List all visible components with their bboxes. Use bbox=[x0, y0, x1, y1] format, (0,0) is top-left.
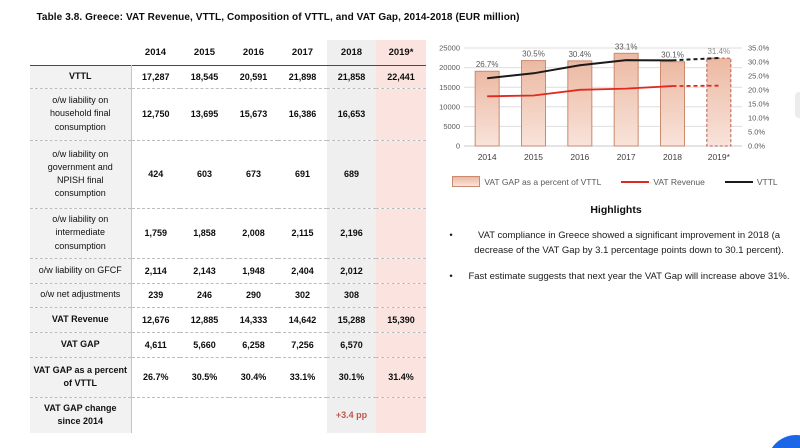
table-cell: 16,386 bbox=[288, 109, 317, 119]
table-cell bbox=[376, 397, 426, 433]
legend-item bbox=[621, 177, 705, 187]
x-axis-label: 2015 bbox=[524, 152, 543, 162]
bar-data-label: 30.5% bbox=[522, 49, 545, 59]
vat-gap-bar bbox=[568, 61, 592, 146]
table-cell: 16,653 bbox=[327, 88, 376, 140]
table-row bbox=[30, 307, 426, 332]
table-cell: 15,390 bbox=[376, 307, 426, 332]
row-label: o/w liability on household final consumption bbox=[30, 88, 131, 140]
vat-gap-bar bbox=[707, 58, 731, 146]
table-cell: 21,898 bbox=[288, 71, 317, 82]
legend-item bbox=[725, 177, 778, 187]
table-cell bbox=[131, 397, 180, 433]
right-axis-tick: 5.0% bbox=[748, 127, 766, 137]
left-axis-tick: 15000 bbox=[439, 82, 460, 92]
table-cell: 290 bbox=[245, 290, 262, 300]
right-axis-tick: 10.0% bbox=[748, 113, 770, 123]
table-cell: 1,948 bbox=[242, 265, 265, 276]
right-axis-tick: 30.0% bbox=[748, 57, 770, 67]
year-column-header: 2017 bbox=[278, 40, 327, 65]
vat-data-table bbox=[30, 40, 426, 433]
highlight-text: Fast estimate suggests that next year the VAT Gap will increase above 31%. bbox=[468, 271, 790, 283]
table-row bbox=[30, 332, 426, 357]
table-cell: 7,256 bbox=[291, 339, 314, 350]
table-cell: 2,404 bbox=[291, 265, 314, 276]
table-cell: 31.4% bbox=[376, 357, 426, 397]
corner-header-cell bbox=[30, 40, 131, 65]
table-cell: 1,858 bbox=[193, 228, 216, 238]
table-body bbox=[30, 65, 426, 433]
table-row bbox=[30, 65, 426, 88]
year-column-header: 2014 bbox=[131, 40, 180, 65]
year-column-header: 2016 bbox=[229, 40, 278, 65]
right-axis-tick: 35.0% bbox=[748, 43, 770, 53]
table-cell: 30.4% bbox=[240, 372, 267, 382]
table-cell: 14,642 bbox=[288, 314, 317, 325]
x-axis-label: 2017 bbox=[616, 152, 636, 162]
table-cell: 6,258 bbox=[242, 339, 265, 350]
table-cell: 18,545 bbox=[190, 71, 219, 82]
table-cell bbox=[376, 208, 426, 258]
table-cell: 21,858 bbox=[327, 65, 376, 88]
bar-data-label: 31.4% bbox=[707, 47, 731, 57]
right-axis-tick: 20.0% bbox=[748, 85, 770, 95]
table-cell: +3.4 pp bbox=[327, 397, 376, 433]
table-cell: 26.7% bbox=[142, 372, 169, 382]
table-cell bbox=[278, 397, 327, 433]
chart-legend bbox=[434, 176, 796, 187]
x-axis-label: 2014 bbox=[477, 152, 497, 162]
table-cell bbox=[229, 397, 278, 433]
table-cell: 5,660 bbox=[193, 339, 216, 350]
row-label: VAT GAP as a percent of VTTL bbox=[30, 357, 131, 397]
table-cell bbox=[376, 283, 426, 307]
year-column-header: 2018 bbox=[327, 40, 376, 65]
table-cell: 17,287 bbox=[141, 71, 170, 82]
year-column-header: 2019* bbox=[376, 40, 426, 65]
table-cell: 308 bbox=[327, 283, 376, 307]
table-cell: 424 bbox=[148, 169, 164, 179]
table-cell: 20,591 bbox=[239, 71, 268, 82]
highlight-text: VAT compliance in Greece showed a significant improvement in 2018 (a decrease of the VAT Gap by 3.1 percentage points down to 30.1 percent). bbox=[474, 230, 784, 257]
table-cell: 302 bbox=[294, 290, 311, 300]
table-cell: 2,114 bbox=[144, 265, 167, 276]
legend-item bbox=[452, 176, 601, 187]
table-cell: 30.5% bbox=[191, 372, 218, 382]
table-cell: 2,143 bbox=[193, 265, 216, 276]
table-row bbox=[30, 258, 426, 283]
table-cell: 30.1% bbox=[327, 357, 376, 397]
table-cell: 33.1% bbox=[289, 372, 316, 382]
table-cell: 13,695 bbox=[190, 109, 219, 119]
x-axis-label: 2019* bbox=[707, 152, 730, 162]
x-axis-label: 2016 bbox=[570, 152, 590, 162]
table-cell: 1,759 bbox=[144, 228, 168, 238]
row-label: VAT Revenue bbox=[30, 307, 131, 332]
table-cell: 2,115 bbox=[291, 228, 314, 238]
row-label: o/w liability on government and NPISH final consumption bbox=[30, 140, 131, 208]
table-cell: 2,012 bbox=[327, 258, 376, 283]
chart-canvas bbox=[434, 38, 796, 174]
left-axis-tick: 10000 bbox=[439, 102, 460, 112]
table-cell: 246 bbox=[196, 290, 213, 300]
table-cell bbox=[376, 88, 426, 140]
table-row bbox=[30, 357, 426, 397]
table-cell: 15,288 bbox=[327, 307, 376, 332]
table-row bbox=[30, 140, 426, 208]
scrollbar-thumb[interactable] bbox=[795, 92, 800, 118]
right-axis-tick: 0.0% bbox=[748, 141, 766, 151]
right-axis-tick: 15.0% bbox=[748, 99, 770, 109]
row-label: VAT GAP bbox=[30, 332, 131, 357]
line-swatch-icon bbox=[621, 181, 649, 183]
bar-data-label: 30.4% bbox=[568, 49, 592, 59]
bullet-icon: • bbox=[449, 230, 453, 241]
legend-label: VAT GAP as a percent of VTTL bbox=[484, 176, 602, 187]
left-axis-tick: 20000 bbox=[439, 63, 460, 73]
left-axis-tick: 5000 bbox=[443, 122, 460, 131]
bar-data-label: 26.7% bbox=[475, 60, 499, 70]
table-cell: 603 bbox=[196, 169, 213, 179]
table-cell: 691 bbox=[294, 169, 311, 179]
table-cell: 689 bbox=[327, 140, 376, 208]
row-label: o/w net adjustments bbox=[30, 283, 131, 307]
table-cell: 6,570 bbox=[327, 332, 376, 357]
line-swatch-icon bbox=[725, 181, 753, 183]
highlight-bullet bbox=[438, 228, 794, 258]
row-label: o/w liability on GFCF bbox=[30, 258, 131, 283]
highlights-heading: Highlights bbox=[590, 204, 642, 216]
highlights-section bbox=[438, 204, 794, 296]
table-cell: 4,611 bbox=[144, 339, 167, 350]
row-label: o/w liability on intermediate consumption bbox=[30, 208, 131, 258]
left-axis-tick: 0 bbox=[455, 141, 460, 151]
year-column-header: 2015 bbox=[180, 40, 229, 65]
table-cell: 14,333 bbox=[239, 314, 268, 325]
highlight-bullet bbox=[438, 269, 794, 284]
table-cell: 12,676 bbox=[141, 314, 170, 325]
table-cell bbox=[376, 258, 426, 283]
table-row bbox=[30, 88, 426, 140]
table-cell: 2,008 bbox=[242, 228, 265, 238]
table-cell: 22,441 bbox=[376, 65, 426, 88]
bar-data-label: 33.1% bbox=[614, 42, 638, 52]
table-cell bbox=[180, 397, 229, 433]
table-row bbox=[30, 283, 426, 307]
legend-label: VAT Revenue bbox=[653, 176, 705, 187]
table-cell: 2,196 bbox=[327, 208, 376, 258]
vat-gap-bar bbox=[661, 62, 685, 146]
table-cell: 12,885 bbox=[190, 314, 219, 325]
vat-gap-chart bbox=[434, 38, 796, 174]
table-cell bbox=[376, 140, 426, 208]
right-axis-tick: 25.0% bbox=[748, 71, 770, 81]
bar-swatch-icon bbox=[452, 176, 480, 187]
bullet-icon: • bbox=[449, 271, 453, 283]
x-axis-label: 2018 bbox=[663, 152, 682, 162]
table-cell: 12,750 bbox=[141, 109, 170, 119]
vat-gap-bar bbox=[475, 71, 499, 146]
table-cell bbox=[376, 332, 426, 357]
legend-label: VTTL bbox=[756, 176, 778, 187]
left-axis-tick: 25000 bbox=[439, 43, 460, 53]
bar-data-label: 30.1% bbox=[661, 50, 684, 60]
table-title: Table 3.8. Greece: VAT Revenue, VTTL, Composition of VTTL, and VAT Gap, 2014-2018 (EUR million) bbox=[36, 12, 520, 23]
row-label: VAT GAP change since 2014 bbox=[30, 397, 131, 433]
row-label: VTTL bbox=[30, 65, 131, 88]
table-header bbox=[30, 40, 426, 65]
table-cell: 673 bbox=[245, 169, 262, 179]
table-row bbox=[30, 397, 426, 433]
vat-gap-bar bbox=[614, 53, 638, 146]
table-row bbox=[30, 208, 426, 258]
table-cell: 239 bbox=[148, 290, 164, 300]
floating-action-button[interactable] bbox=[767, 435, 800, 448]
table-cell: 15,673 bbox=[239, 109, 268, 119]
